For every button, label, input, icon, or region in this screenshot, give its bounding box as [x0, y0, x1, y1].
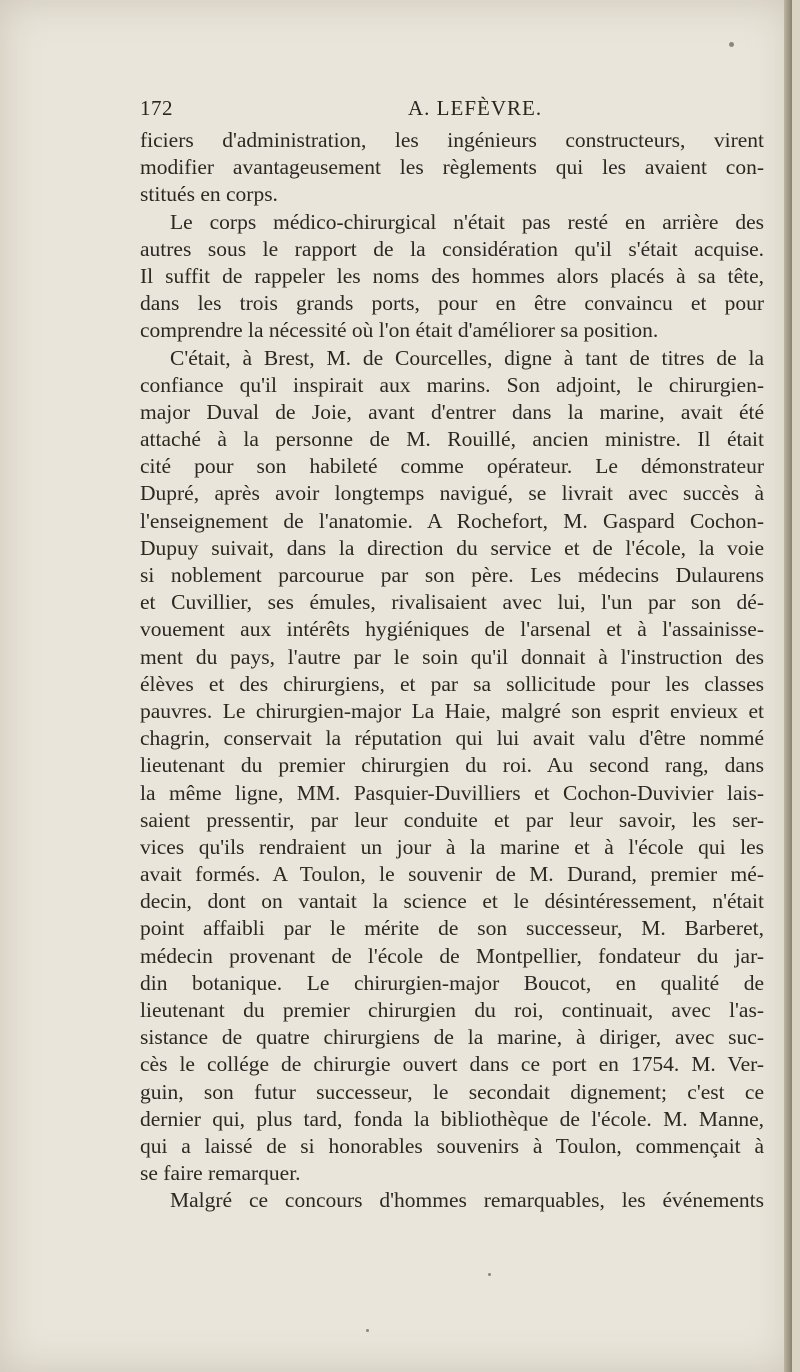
text-line: Dupré, après avoir longtemps navigué, se livrait avec succès à	[140, 481, 764, 506]
page-edge	[784, 0, 792, 1372]
text-line: major Duval de Joie, avant d'entrer dans la marine, avait été	[140, 399, 764, 424]
text-line: point affaibli par le mérite de son successeur, M. Barberet,	[140, 916, 764, 941]
text-line: sistance de quatre chirurgiens de la marine, à diriger, avec suc-	[140, 1025, 764, 1050]
text-line: autres sous le rapport de la considération qu'il s'était acquise.	[140, 236, 764, 261]
text-line: pauvres. Le chirurgien-major La Haie, malgré son esprit envieux et	[140, 698, 764, 723]
running-head: A. LEFÈVRE.	[408, 96, 543, 120]
text-line: l'enseignement de l'anatomie. A Rochefort, M. Gaspard Cochon-	[140, 508, 764, 533]
text-line: guin, son futur successeur, le secondait dignement; c'est ce	[140, 1079, 764, 1104]
body-text	[140, 127, 764, 1215]
text-line: C'était, à Brest, M. de Courcelles, digne à tant de titres de la	[170, 345, 764, 370]
text-line: se faire remarquer.	[140, 1161, 301, 1186]
text-line: decin, dont on vantait la science et le désintéressement, n'était	[140, 889, 764, 914]
text-line: saient pressentir, par leur conduite et par leur savoir, les ser-	[140, 807, 764, 832]
text-line: modifier avantageusement les règlements qui les avaient con-	[140, 155, 764, 180]
text-line: vices qu'ils rendraient un jour à la marine et à l'école qui les	[140, 834, 764, 859]
text-line: élèves et des chirurgiens, et par sa sollicitude pour les classes	[140, 671, 764, 696]
text-line: médecin provenant de l'école de Montpellier, fondateur du jar-	[140, 943, 764, 968]
page-header	[140, 96, 764, 120]
text-line: chagrin, conservait la réputation qui lui avait valu d'être nommé	[140, 726, 764, 751]
text-line: Il suffit de rappeler les noms des hommes alors placés à sa tête,	[140, 263, 764, 288]
text-line: lieutenant du premier chirurgien du roi, continuait, avec l'as-	[140, 998, 764, 1022]
text-line: si noblement parcourue par son père. Les médecins Dulaurens	[140, 563, 764, 587]
speck-mark	[729, 42, 734, 47]
text-line: cité pour son habileté comme opérateur. Le démonstrateur	[140, 454, 764, 479]
text-line: avait formés. A Toulon, le souvenir de M. Durand, premier mé-	[140, 862, 764, 887]
text-line: ment du pays, l'autre par le soin qu'il donnait à l'instruction des	[140, 644, 764, 669]
text-line: cès le collége de chirurgie ouvert dans ce port en 1754. M. Ver-	[140, 1052, 764, 1077]
text-line: Dupuy suivait, dans la direction du service et de l'école, la voie	[140, 535, 764, 560]
text-line: stitués en corps.	[140, 182, 278, 207]
text-line: din botanique. Le chirurgien-major Boucot, en qualité de	[140, 970, 764, 995]
text-line: vouement aux intérêts hygiéniques de l'arsenal et à l'assainisse-	[140, 617, 764, 642]
speck-mark	[366, 1329, 369, 1332]
text-line: comprendre la nécessité où l'on était d'améliorer sa position.	[140, 318, 659, 343]
text-line: dernier qui, plus tard, fonda la bibliothèque de l'école. M. Manne,	[140, 1106, 764, 1131]
text-line: dans les trois grands ports, pour en être convaincu et pour	[140, 291, 764, 316]
speck-mark	[488, 1273, 491, 1276]
text-line: ficiers d'administration, les ingénieurs constructeurs, virent	[140, 128, 764, 152]
text-line: Malgré ce concours d'hommes remarquables, les événements	[170, 1188, 764, 1213]
text-line: qui a laissé de si honorables souvenirs à Toulon, commençait à	[140, 1133, 764, 1158]
page-number: 172	[140, 96, 173, 120]
text-line: confiance qu'il inspirait aux marins. Son adjoint, le chirurgien-	[140, 372, 764, 397]
text-line: attaché à la personne de M. Rouillé, ancien ministre. Il était	[140, 427, 764, 452]
text-line: la même ligne, MM. Pasquier-Duvilliers et Cochon-Duvivier lais-	[140, 780, 764, 805]
text-line: et Cuvillier, ses émules, rivalisaient avec lui, l'un par son dé-	[140, 590, 764, 615]
text-line: Le corps médico-chirurgical n'était pas resté en arrière des	[170, 209, 764, 234]
text-line: lieutenant du premier chirurgien du roi. Au second rang, dans	[140, 753, 764, 778]
